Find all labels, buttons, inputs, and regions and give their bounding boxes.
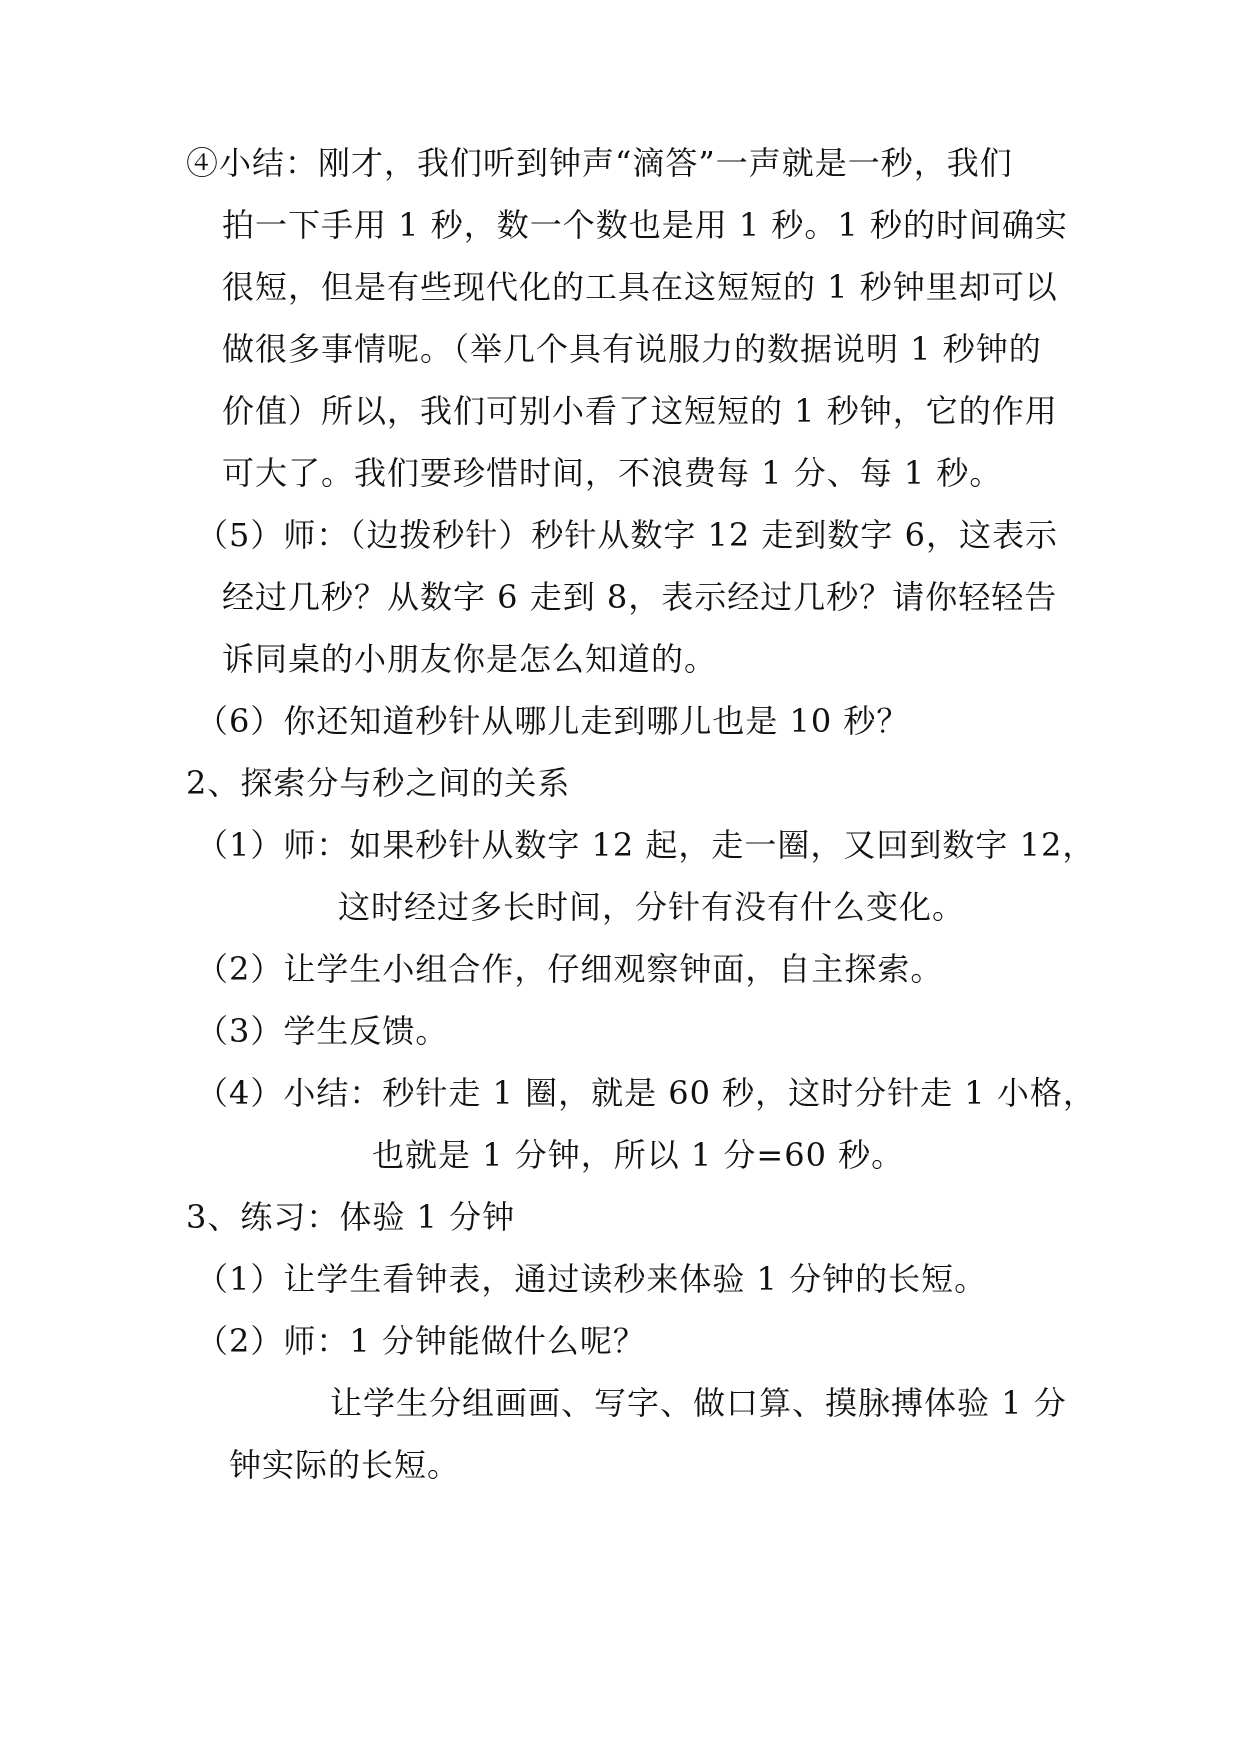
section-3-step-2-line: （2）师：1 分钟能做什么呢？ xyxy=(196,1322,646,1360)
section-2-heading: 2、探索分与秒之间的关系 xyxy=(186,764,571,802)
section-2-step-4-line-2: 也就是 1 分钟，所以 1 分=60 秒。 xyxy=(372,1136,905,1174)
summary-line-5: 价值）所以，我们可别小看了这短短的 1 秒钟，它的作用 xyxy=(222,392,1058,430)
summary-line-4: 做很多事情呢。（举几个具有说服力的数据说明 1 秒钟的 xyxy=(222,330,1042,368)
section-2-step-1-line-1: （1）师：如果秒针从数字 12 起，走一圈，又回到数字 12， xyxy=(196,826,1096,864)
section-2-step-3-line: （3）学生反馈。 xyxy=(196,1012,449,1050)
section-2-step-2-line: （2）让学生小组合作，仔细观察钟面，自主探索。 xyxy=(196,950,944,988)
step-5-line-2: 经过几秒？从数字 6 走到 8，表示经过几秒？请你轻轻告 xyxy=(222,578,1058,616)
summary-line-2: 拍一下手用 1 秒，数一个数也是用 1 秒。1 秒的时间确实 xyxy=(222,206,1068,244)
section-3-step-1-line: （1）让学生看钟表，通过读秒来体验 1 分钟的长短。 xyxy=(196,1260,988,1298)
section-2-step-1-line-2: 这时经过多长时间，分针有没有什么变化。 xyxy=(338,888,966,926)
section-2-step-4-line-1: （4）小结：秒针走 1 圈，就是 60 秒，这时分针走 1 小格， xyxy=(196,1074,1096,1112)
section-3-activity-line-2: 钟实际的长短。 xyxy=(229,1446,461,1484)
section-3-heading: 3、练习：体验 1 分钟 xyxy=(186,1198,516,1236)
step-6-line: （6）你还知道秒针从哪儿走到哪儿也是 10 秒？ xyxy=(196,702,910,740)
summary-line-3: 很短，但是有些现代化的工具在这短短的 1 秒钟里却可以 xyxy=(222,268,1058,306)
summary-line-1: ④小结：刚才，我们听到钟声“滴答”一声就是一秒，我们 xyxy=(186,144,1013,182)
step-5-line-3: 诉同桌的小朋友你是怎么知道的。 xyxy=(222,640,718,678)
section-3-activity-line-1: 让学生分组画画、写字、做口算、摸脉搏体验 1 分 xyxy=(330,1384,1067,1422)
step-5-line-1: （5）师：（边拨秒针）秒针从数字 12 走到数字 6，这表示 xyxy=(196,516,1058,554)
summary-line-6: 可大了。我们要珍惜时间，不浪费每 1 分、每 1 秒。 xyxy=(222,454,1003,492)
